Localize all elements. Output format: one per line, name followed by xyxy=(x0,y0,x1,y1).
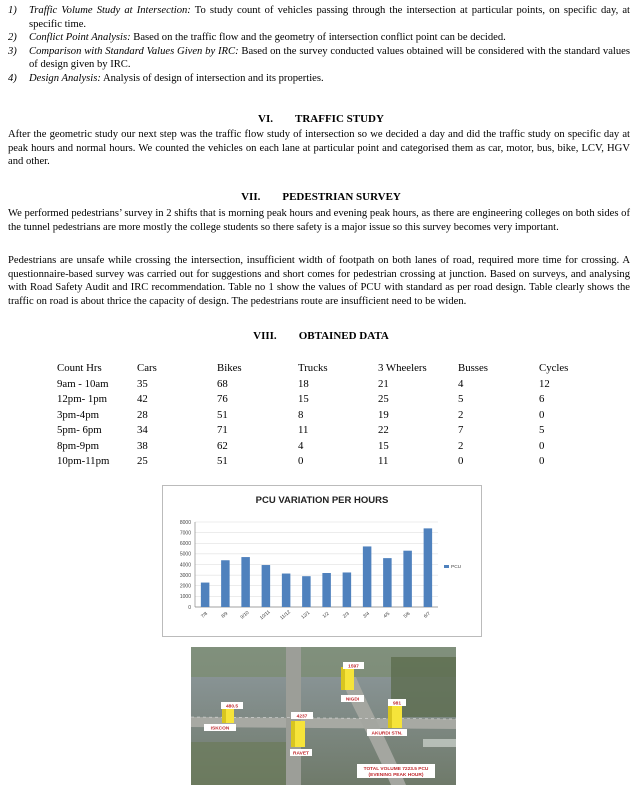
table-cell: 6 xyxy=(539,393,545,405)
list-item-title: Traffic Volume Study at Intersection: xyxy=(29,5,191,16)
center-value: 4237 xyxy=(296,714,308,720)
list-number: 1) xyxy=(8,5,17,16)
table-cell: 15 xyxy=(378,439,389,452)
table-cell: 19 xyxy=(378,408,389,421)
x-tick-label: 10/11 xyxy=(259,609,272,622)
bar xyxy=(282,574,291,607)
list-number: 2) xyxy=(8,32,17,44)
table-cell: 2 xyxy=(458,408,464,421)
list-item-text: Analysis of design of intersection and its properties. xyxy=(100,72,324,84)
bar xyxy=(302,576,311,607)
list-item xyxy=(8,45,630,72)
table-cell: 0 xyxy=(539,439,545,452)
table-cell: 4 xyxy=(298,439,304,452)
bar xyxy=(343,572,352,607)
x-tick-label: 4/5 xyxy=(382,611,392,620)
list-item-text: To study count of vehicles passing through the intersection at particular points, on specific day, at specific time. xyxy=(29,5,630,30)
bar xyxy=(322,573,331,607)
x-tick-label: 9/10 xyxy=(240,610,251,621)
table-cell: 25 xyxy=(378,393,389,405)
table-row xyxy=(57,378,589,394)
list-item-title: Comparison with Standard Values Given by IRC: xyxy=(29,45,239,57)
section-title: TRAFFIC STUDY xyxy=(295,113,384,125)
table-cell: 3 Wheelers xyxy=(378,362,427,374)
y-tick-label: 8000 xyxy=(179,519,191,526)
bar xyxy=(262,565,271,607)
section-heading-traffic-study xyxy=(0,113,642,127)
table-header-row xyxy=(57,362,589,378)
table-row xyxy=(57,409,589,425)
table-cell: 8 xyxy=(298,408,304,421)
y-tick-label: 0 xyxy=(188,604,191,611)
table-row xyxy=(57,455,589,471)
table-cell: 15 xyxy=(298,393,309,405)
list-item-text: Based on the traffic flow and the geometry of intersection conflict point can be decided. xyxy=(130,32,506,44)
y-tick-label: 3000 xyxy=(179,572,191,579)
y-tick-label: 5000 xyxy=(179,551,191,558)
table-cell: 51 xyxy=(217,455,228,467)
table-cell: 38 xyxy=(137,439,148,452)
bar xyxy=(221,560,230,607)
section-heading-pedestrian-survey xyxy=(0,191,642,205)
paragraph-pedestrian-2: Pedestrians are unsafe while crossing the intersection, insufficient width of footpath on both lanes of road, required more time for crossing. A questionnaire-based survey was carried out for suggestions and short comes for pedestrian crossing at junction. Based on surveys, and analysing with Road Safety Audit and IRC recommendation. Table no 1 show the values of PCU with standard as per road design. Table clearly shows the traffic on road is about thrice the capacity of design. The pedestrians route are insufficient need to be widen. xyxy=(8,255,630,307)
x-tick-label: 3/4 xyxy=(362,611,371,620)
table-cell: 25 xyxy=(137,455,148,467)
vegetation-area xyxy=(191,742,301,785)
bar xyxy=(383,558,392,607)
list-number: 3) xyxy=(8,45,17,57)
paragraph-traffic-study: After the geometric study our next step was the traffic flow study of intersection so we decided a day and did the traffic study on specific day at peak hours and normal hours. We counted the vehicles on each lane at particular point and categorised them as car, motor, bus, bike, LCV, HGV and other. xyxy=(8,129,630,168)
list-item-title: Design Analysis: xyxy=(29,72,101,84)
peak-hour-label: (EVENING PEAK HOUR) xyxy=(368,773,424,778)
table-cell: Count Hrs xyxy=(57,362,102,374)
table-cell: 18 xyxy=(298,377,309,390)
x-tick-label: 1/2 xyxy=(322,611,331,620)
x-tick-label: 12/1 xyxy=(300,610,312,621)
x-tick-label: 5/6 xyxy=(403,611,412,620)
akurdi-value: 981 xyxy=(392,701,402,707)
table-cell: Bikes xyxy=(217,362,242,374)
table-cell: 51 xyxy=(217,408,228,421)
y-tick-label: 7000 xyxy=(179,530,191,537)
table-cell: 0 xyxy=(539,408,545,421)
y-tick-label: 4000 xyxy=(179,562,191,569)
list-item-text: Based on the survey conducted values obtained will be considered with the standard values of design given by IRC. xyxy=(29,45,630,71)
list-item-title: Conflict Point Analysis: xyxy=(29,32,131,44)
table-cell: 2 xyxy=(458,439,464,452)
section-number: VII. xyxy=(241,191,261,203)
table-cell: 71 xyxy=(217,424,228,436)
table-cell: 42 xyxy=(137,393,148,405)
table-cell: Busses xyxy=(458,362,488,374)
table-cell: 11 xyxy=(298,424,309,436)
method-list xyxy=(8,4,630,86)
nigdi-label: NIGDI xyxy=(345,697,360,703)
section-title: OBTAINED DATA xyxy=(298,330,389,342)
legend-label: PCU xyxy=(451,565,462,570)
table-row xyxy=(57,424,589,440)
section-number: VI. xyxy=(258,113,274,125)
table-cell: 8pm-9pm xyxy=(57,439,99,452)
table-cell: 7 xyxy=(458,424,464,436)
table-cell: 22 xyxy=(378,424,389,436)
table-cell: 34 xyxy=(137,424,148,436)
section-number: VIII. xyxy=(253,330,277,342)
table-cell: 12 xyxy=(539,377,550,390)
x-tick-label: 11/12 xyxy=(279,609,292,622)
table-cell: Cars xyxy=(137,362,157,374)
table-cell: 11 xyxy=(378,455,389,467)
table-cell: 10pm-11pm xyxy=(57,455,110,467)
x-tick-label: 6/7 xyxy=(423,611,432,620)
table-cell: 0 xyxy=(539,455,545,467)
table-cell: 5pm- 6pm xyxy=(57,424,102,436)
x-tick-label: 2/3 xyxy=(342,611,351,620)
table-cell: 35 xyxy=(137,377,148,390)
total-volume-box xyxy=(357,764,435,778)
ravet-label: RAVET xyxy=(293,751,309,757)
list-item xyxy=(8,72,630,86)
y-tick-label: 2000 xyxy=(179,583,191,590)
table-cell: 62 xyxy=(217,439,228,452)
section-title: PEDESTRIAN SURVEY xyxy=(282,191,401,203)
table-cell: Cycles xyxy=(539,362,569,374)
pcu-variation-chart xyxy=(162,485,482,637)
y-tick-label: 6000 xyxy=(179,541,191,548)
table-cell: 4 xyxy=(458,377,464,390)
table-cell: 5 xyxy=(539,424,545,436)
table-cell: 0 xyxy=(458,455,464,467)
table-cell: 68 xyxy=(217,377,228,390)
table-cell: 76 xyxy=(217,393,228,405)
table-row xyxy=(57,440,589,456)
vehicle-count-table xyxy=(57,362,589,471)
bar xyxy=(363,546,372,607)
table-cell: 28 xyxy=(137,408,148,421)
iskcon-label: ISKCON xyxy=(210,726,230,732)
table-row xyxy=(57,393,589,409)
x-tick-label: 7/8 xyxy=(200,611,209,620)
table-cell: Trucks xyxy=(298,362,328,374)
akurdi-label: AKURDI STN. xyxy=(371,731,403,737)
table-cell: 3pm-4pm xyxy=(57,408,99,421)
list-item xyxy=(8,4,630,31)
list-number: 4) xyxy=(8,72,17,84)
iskcon-value: 480.5 xyxy=(225,704,239,710)
chart-title: PCU VARIATION PER HOURS xyxy=(255,495,389,506)
total-volume-label: TOTAL VOLUME 7223.5 PCU xyxy=(363,767,429,772)
legend-swatch xyxy=(444,565,449,568)
table-cell: 21 xyxy=(378,377,389,390)
section-heading-obtained-data xyxy=(0,330,642,344)
x-tick-label: 8/9 xyxy=(220,611,230,620)
bar xyxy=(424,528,433,607)
table-cell: 5 xyxy=(458,393,464,405)
paragraph-pedestrian-1: We performed pedestrians’ survey in 2 shifts that is morning peak hours and evening peak hours, as there are engineering colleges on both sides of the tunnel pedestrians are more mostly the college students so there safety is a major issue so this survey becomes very important. xyxy=(8,208,630,233)
bar xyxy=(201,583,210,607)
table-cell: 9am - 10am xyxy=(57,377,109,390)
list-item xyxy=(8,31,630,45)
table-cell: 0 xyxy=(298,455,304,467)
bar xyxy=(403,551,412,607)
intersection-map xyxy=(191,647,456,785)
y-tick-label: 1000 xyxy=(179,594,191,601)
nigdi-value: 1597 xyxy=(348,664,359,670)
table-cell: 12pm- 1pm xyxy=(57,393,108,405)
bar xyxy=(241,557,250,607)
